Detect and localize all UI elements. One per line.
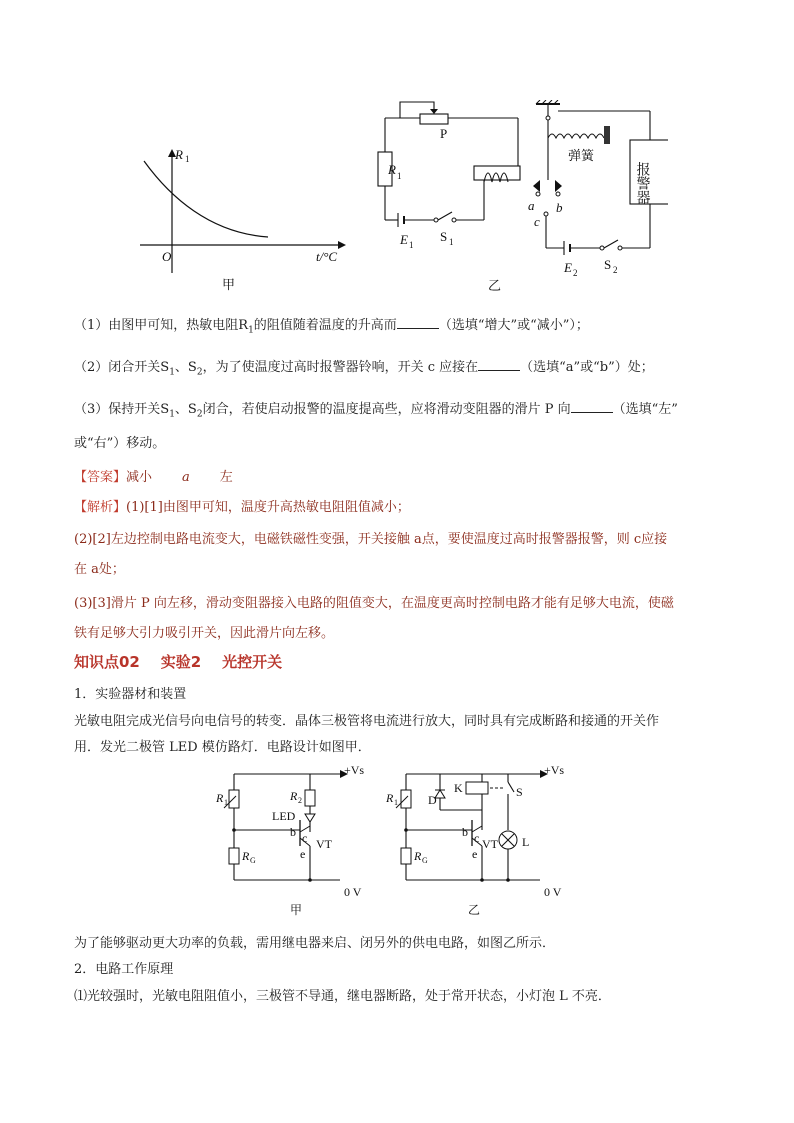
analysis-line-5: 铁有足够大引力吸引开关，因此滑片向左移。 bbox=[74, 626, 335, 641]
answer-blank-1[interactable] bbox=[397, 316, 439, 329]
svg-text:LED: LED bbox=[272, 809, 296, 823]
svg-text:2: 2 bbox=[573, 268, 578, 278]
svg-text:E: E bbox=[400, 232, 408, 247]
svg-text:1: 1 bbox=[449, 237, 454, 247]
svg-text:c: c bbox=[534, 214, 540, 229]
svg-text:1: 1 bbox=[409, 240, 414, 250]
svg-text:2: 2 bbox=[298, 796, 302, 805]
svg-text:0 V: 0 V bbox=[344, 885, 362, 899]
svg-text:G: G bbox=[422, 856, 428, 865]
svg-text:1: 1 bbox=[394, 798, 398, 807]
svg-text:R: R bbox=[242, 849, 250, 863]
analysis-line-3: 在 a处； bbox=[74, 562, 125, 577]
question-3-line2: 或“右”）移动。 bbox=[74, 436, 166, 451]
svg-text:1: 1 bbox=[224, 798, 228, 807]
r1-axis-label: R bbox=[175, 147, 183, 162]
svg-text:弹簧: 弹簧 bbox=[568, 148, 595, 163]
svg-text:0 V: 0 V bbox=[544, 885, 562, 899]
svg-text:L: L bbox=[522, 835, 530, 849]
svg-text:乙: 乙 bbox=[468, 903, 481, 917]
svg-text:K: K bbox=[454, 781, 463, 795]
svg-text:R: R bbox=[290, 789, 298, 803]
svg-text:2: 2 bbox=[613, 265, 618, 275]
svg-text:P: P bbox=[440, 126, 448, 141]
circuit-caption: 乙 bbox=[488, 278, 502, 293]
svg-text:G: G bbox=[250, 856, 256, 865]
question-1: （1）由图甲可知，热敏电阻$R_1$的阻值随着温度的升高而 （选填“增大”或“减小”）； bbox=[74, 318, 589, 336]
analysis-line-2: (2)[2]左边控制电路电流变大，电磁铁磁性变强，开关接触 a点，要使温度过高时报警器报警，则 c应接 bbox=[74, 532, 668, 547]
answer-line: 【答案】减小 a 左 bbox=[74, 470, 233, 485]
section-title: 知识点02 实验2 光控开关 bbox=[74, 653, 283, 671]
svg-text:E: E bbox=[564, 260, 572, 275]
svg-text:R: R bbox=[414, 849, 422, 863]
svg-text:甲: 甲 bbox=[290, 903, 303, 917]
svg-text:b: b bbox=[462, 825, 468, 839]
answer-blank-2[interactable] bbox=[478, 358, 520, 371]
subsection-2-heading: 2．电路工作原理 bbox=[74, 962, 174, 977]
svg-text:VT: VT bbox=[482, 837, 498, 851]
svg-text:VT: VT bbox=[316, 837, 332, 851]
svg-text:S: S bbox=[604, 257, 612, 272]
subsection-1-para-2: 用．发光二极管 LED 模仿路灯．电路设计如图甲． bbox=[74, 740, 371, 755]
question-3: （3）保持开关$S_1$、$S_2$闭合，若使启动报警的温度提高些，应将滑动变阻器的滑片 P 向 （选填“左” bbox=[74, 402, 678, 420]
figure-alarm-circuit bbox=[368, 100, 668, 300]
svg-text:e: e bbox=[472, 847, 478, 861]
svg-text:D: D bbox=[428, 793, 437, 807]
svg-text:R: R bbox=[216, 791, 224, 805]
question-2: （2）闭合开关$S_1$、$S_2$，为了使温度过高时报警器铃响，开关 c 应接在 （选填“a”或“b”）处； bbox=[74, 360, 654, 378]
svg-text:R: R bbox=[386, 791, 394, 805]
svg-text:1: 1 bbox=[397, 171, 402, 181]
subsection-1-para-3: 为了能够驱动更大功率的负载，需用继电器来启、闭另外的供电电路，如图乙所示． bbox=[74, 936, 556, 951]
svg-text:c: c bbox=[474, 831, 480, 845]
analysis-line-4: (3)[3]滑片 P 向左移，滑动变阻器接入电路的阻值变大，在温度更高时控制电路才能有足够大电流，使磁 bbox=[74, 596, 674, 611]
svg-text:R: R bbox=[388, 162, 396, 177]
t-axis-label: t/°C bbox=[316, 249, 338, 264]
svg-text:e: e bbox=[300, 847, 306, 861]
svg-text:S: S bbox=[516, 785, 523, 799]
figure-light-control-circuits bbox=[210, 760, 580, 920]
svg-text:S: S bbox=[440, 229, 448, 244]
figure-thermistor-graph bbox=[130, 135, 350, 300]
subsection-2-para-1: ⑴光较强时，光敏电阻阻值小，三极管不导通，继电器断路，处于常开状态，小灯泡 L 不亮． bbox=[74, 989, 611, 1004]
origin-label: O bbox=[162, 249, 172, 264]
svg-text:c: c bbox=[302, 831, 308, 845]
svg-text:1: 1 bbox=[185, 154, 190, 164]
subsection-1-heading: 1．实验器材和装置 bbox=[74, 687, 187, 702]
svg-text:+Vs: +Vs bbox=[344, 763, 365, 777]
analysis-line-1: 【解析】(1)[1]由图甲可知，温度升高热敏电阻阻值减小； bbox=[74, 500, 410, 515]
alarm-label: 报警器 bbox=[634, 162, 650, 204]
svg-text:b: b bbox=[556, 200, 563, 215]
svg-text:a: a bbox=[528, 198, 535, 213]
svg-text:b: b bbox=[290, 825, 296, 839]
graph-caption: 甲 bbox=[222, 277, 236, 292]
svg-text:+Vs: +Vs bbox=[544, 763, 565, 777]
subsection-1-para-1: 光敏电阻完成光信号向电信号的转变．晶体三极管将电流进行放大，同时具有完成断路和接通的开关作 bbox=[74, 714, 660, 729]
answer-blank-3[interactable] bbox=[571, 400, 613, 413]
